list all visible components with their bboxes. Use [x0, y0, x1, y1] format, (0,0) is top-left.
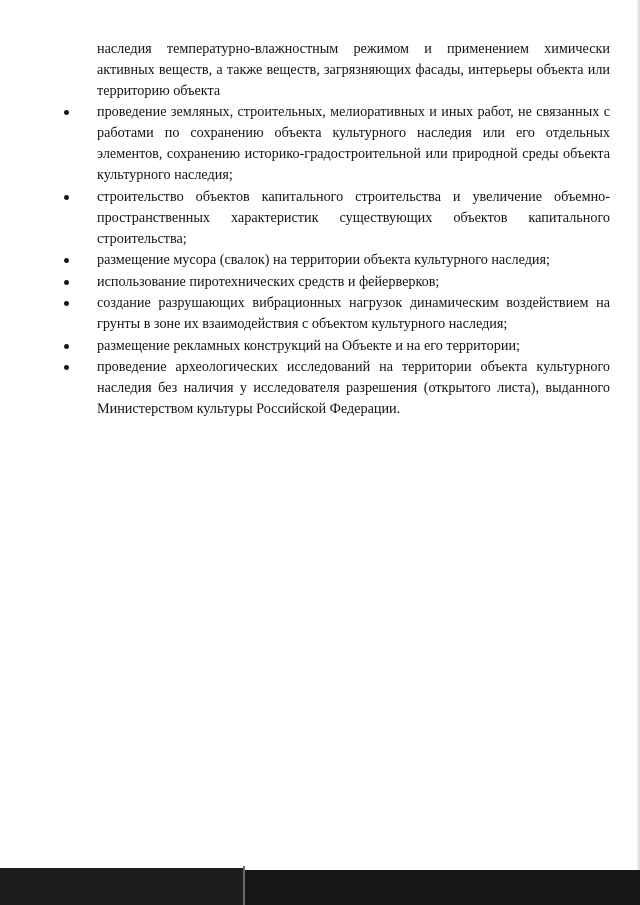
bullet-icon [64, 301, 69, 306]
list-item-text: проведение земляных, строительных, мелиоративных и иных работ, не связанных с работами по сохранению объекта культурного наследия или его отдельных элементов, сохранению историко-градостроительной или природной среды объекта культурного наследия; [97, 104, 610, 183]
bullet-icon [64, 280, 69, 285]
list-item-text: размещение рекламных конструкций на Объекте и на его территории; [97, 337, 520, 354]
list-item [0, 250, 610, 271]
scan-bottom-edge-left [0, 868, 243, 905]
restrictions-list [0, 102, 640, 421]
continuation-paragraph: наследия температурно-влажностным режимом и применением химически активных веществ, а также веществ, загрязняющих фасады, интерьеры объекта или территорию объекта [97, 41, 610, 99]
bullet-icon [64, 365, 69, 370]
bullet-icon [64, 195, 69, 200]
list-item [0, 102, 610, 186]
list-item [0, 272, 610, 293]
list-item-text: использование пиротехнических средств и фейерверков; [97, 273, 440, 290]
list-item-text: создание разрушающих вибрационных нагрузок динамическим воздействием на грунты в зоне их взаимодействия с объектом культурного наследия; [97, 295, 610, 332]
list-item-text: проведение археологических исследований на территории объекта культурного наследия без наличия у исследователя разрешения (открытого листа), выданного Министерством культуры Российской Федерации. [97, 359, 610, 417]
bullet-icon [64, 344, 69, 349]
list-item [0, 187, 610, 250]
bullet-icon [64, 258, 69, 263]
scan-bottom-edge-right [245, 870, 640, 905]
list-item [0, 336, 610, 357]
list-item [0, 293, 610, 335]
bullet-icon [64, 110, 69, 115]
list-item-text: размещение мусора (свалок) на территории объекта культурного наследия; [97, 252, 550, 268]
list-item-text: строительство объектов капитального строительства и увеличение объемно-пространственных характеристик существующих объектов капитального строительства; [97, 188, 610, 247]
list-item [0, 357, 610, 420]
